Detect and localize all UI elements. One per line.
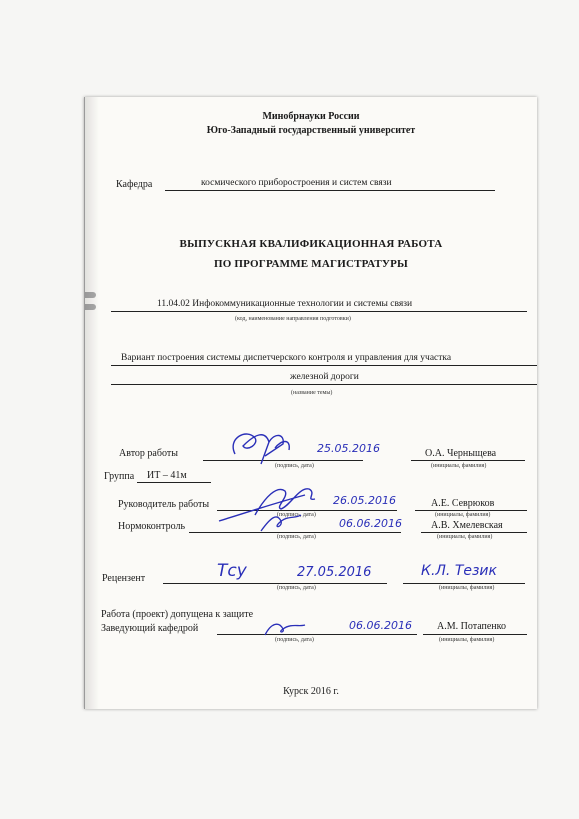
department-label: Кафедра	[116, 179, 153, 190]
thesis-title-line2: ПО ПРОГРАММЕ МАГИСТРАТУРЫ	[213, 258, 409, 270]
specialty-caption: (код, наименование направления подготовки)	[235, 316, 351, 322]
normcontrol-name-caption: (инициалы, фамилия)	[437, 534, 493, 540]
normcontrol-name-line	[421, 532, 527, 533]
reviewer-name-line	[403, 583, 525, 584]
supervisor-name-caption: (инициалы, фамилия)	[435, 512, 491, 518]
university-title: Юго-Западный государственный университет	[206, 125, 416, 136]
supervisor-sig-caption: (подпись, дата)	[277, 512, 316, 518]
reviewer-sig-caption: (подпись, дата)	[277, 585, 316, 591]
group-underline	[137, 482, 211, 483]
topic-line2: железной дороги	[290, 372, 359, 382]
reviewer-signature: Тсу	[217, 561, 247, 581]
reviewer-name: К.Л. Тезик	[421, 563, 497, 579]
thesis-title-line1: ВЫПУСКНАЯ КВАЛИФИКАЦИОННАЯ РАБОТА	[179, 238, 443, 250]
binder-clip	[84, 304, 96, 310]
head-date: 06.06.2016	[349, 619, 412, 632]
specialty-value: 11.04.02 Инфокоммуникационные технологии и системы связи	[157, 299, 413, 309]
normcontrol-date: 06.06.2016	[339, 517, 402, 530]
supervisor-name: А.Е. Севрюков	[431, 498, 495, 509]
group-label: Группа	[104, 471, 135, 482]
group-value: ИТ – 41м	[147, 470, 187, 481]
author-signature	[225, 424, 295, 468]
admission-sig-caption: (подпись, дата)	[275, 637, 314, 643]
admission-name-line	[423, 634, 527, 635]
reviewer-name-caption: (инициалы, фамилия)	[439, 585, 495, 591]
normcontrol-signature	[257, 509, 307, 537]
author-name-line	[411, 460, 525, 461]
department-underline	[165, 190, 495, 191]
topic-underline-1	[111, 365, 537, 366]
supervisor-name-line	[415, 510, 527, 511]
supervisor-date: 26.05.2016	[333, 494, 396, 507]
reviewer-date: 27.05.2016	[297, 565, 372, 580]
head-of-department-label: Заведующий кафедрой	[101, 623, 199, 634]
reviewer-label: Рецензент	[102, 573, 146, 584]
specialty-underline	[111, 311, 527, 312]
binder-clip	[84, 292, 96, 298]
head-name: А.М. Потапенко	[437, 621, 506, 632]
topic-line1: Вариант построения системы диспетчерского контроля и управления для участка	[121, 353, 452, 363]
normcontrol-sig-caption: (подпись, дата)	[277, 534, 316, 540]
admission-sig-line	[217, 634, 417, 635]
author-name: О.А. Черныщева	[425, 448, 497, 459]
department-value: космического приборостроения и систем связи	[201, 178, 392, 188]
topic-underline-2	[111, 384, 537, 385]
reviewer-sig-line	[163, 583, 387, 584]
topic-caption: (название темы)	[291, 390, 333, 396]
normcontrol-label: Нормоконтроль	[118, 521, 186, 532]
normcontrol-name: А.В. Хмелевская	[431, 520, 503, 531]
admission-name-caption: (инициалы, фамилия)	[439, 637, 495, 643]
author-name-caption: (инициалы, фамилия)	[431, 463, 487, 469]
ministry-title: Минобрнауки России	[262, 111, 360, 122]
author-label: Автор работы	[119, 448, 178, 459]
admission-label: Работа (проект) допущена к защите	[101, 609, 254, 620]
author-date: 25.05.2016	[317, 442, 380, 455]
city-year: Курск 2016 г.	[283, 686, 339, 697]
supervisor-label: Руководитель работы	[118, 499, 210, 510]
document-page	[84, 97, 537, 709]
author-sig-caption: (подпись, дата)	[275, 463, 314, 469]
